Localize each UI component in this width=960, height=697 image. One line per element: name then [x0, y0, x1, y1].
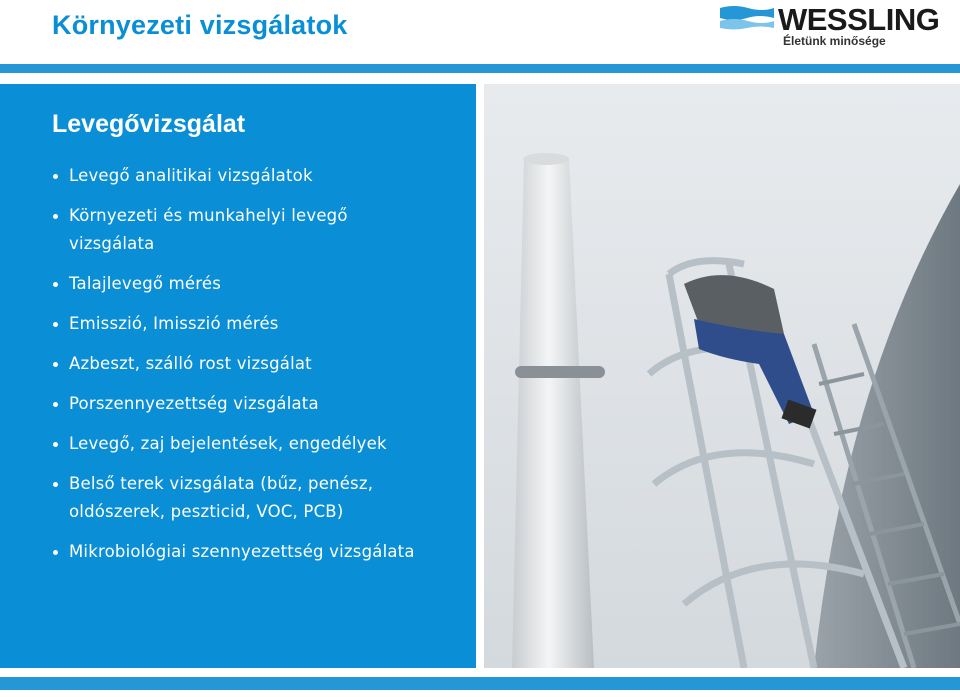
top-divider [0, 64, 960, 73]
section-heading: Levegővizsgálat [52, 110, 246, 138]
list-item: Porszennyezettség vizsgálata [52, 390, 462, 418]
list-item: Levegő, zaj bejelentések, engedélyek [52, 430, 462, 458]
content-panel [0, 84, 476, 668]
bottom-divider [0, 677, 960, 690]
list-item: Környezeti és munkahelyi levegő vizsgálata [52, 202, 399, 258]
logo-tagline: Életünk minősége [783, 34, 886, 48]
list-item: Belső terek vizsgálata (bűz, penész, oldószerek, peszticid, VOC, PCB) [52, 470, 429, 526]
chimney-ladder-illustration [484, 84, 960, 668]
company-logo [720, 2, 952, 54]
list-item: Azbeszt, szálló rost vizsgálat [52, 350, 462, 378]
chimney-photo [484, 84, 960, 668]
bullet-list [52, 162, 462, 578]
page-title: Környezeti vizsgálatok [52, 10, 348, 40]
wave-logo-icon [720, 4, 774, 30]
list-item: Talajlevegő mérés [52, 270, 462, 298]
logo-wordmark: WESSLING [778, 2, 940, 37]
list-item: Levegő analitikai vizsgálatok [52, 162, 462, 190]
list-item: Mikrobiológiai szennyezettség vizsgálata [52, 538, 462, 566]
list-item: Emisszió, Imisszió mérés [52, 310, 462, 338]
